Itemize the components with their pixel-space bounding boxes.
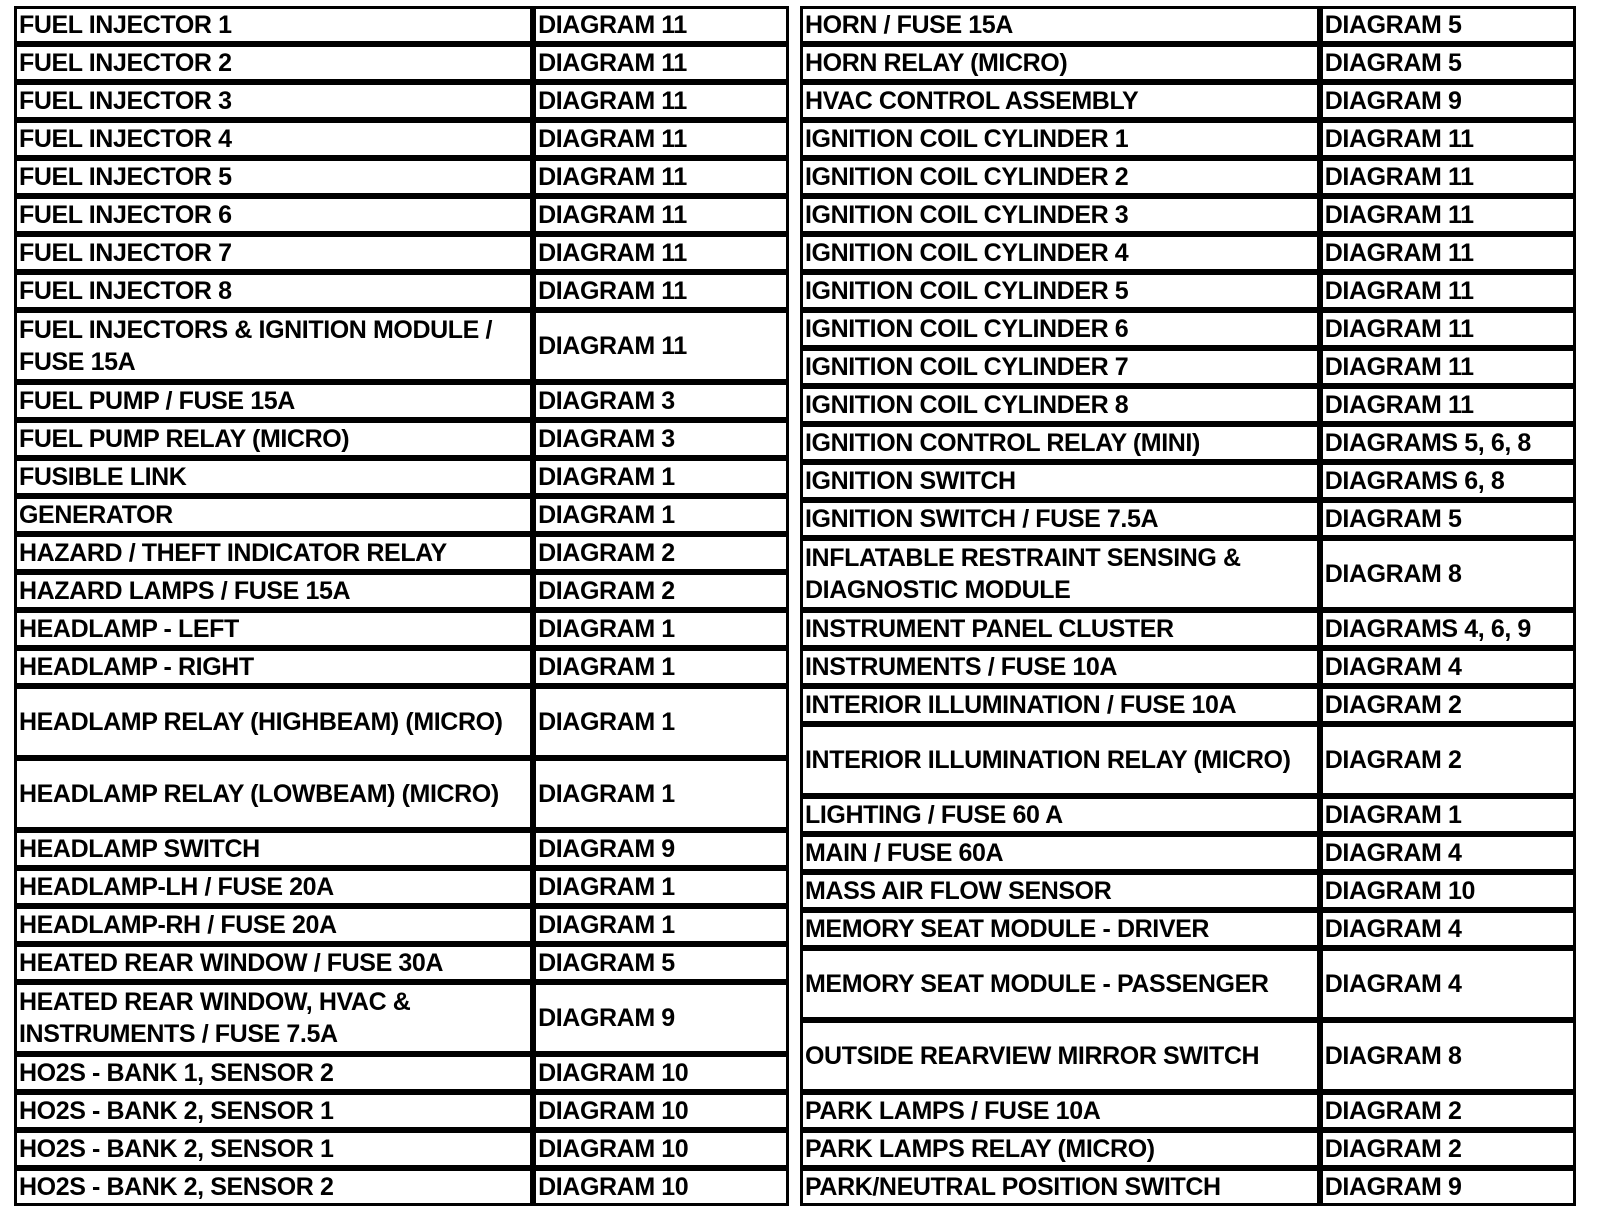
table-row: [800, 462, 1576, 500]
diagram-reference-cell: DIAGRAM 11: [533, 196, 789, 234]
component-name-cell: FUEL INJECTOR 1: [14, 6, 533, 44]
diagram-reference-cell: DIAGRAM 4: [1320, 648, 1576, 686]
diagram-reference-cell: DIAGRAM 2: [1320, 686, 1576, 724]
component-name-cell: GENERATOR: [14, 496, 533, 534]
component-name-cell: IGNITION COIL CYLINDER 8: [800, 386, 1320, 424]
component-name-cell: MEMORY SEAT MODULE - DRIVER: [800, 910, 1320, 948]
component-name-cell: HAZARD LAMPS / FUSE 15A: [14, 572, 533, 610]
diagram-reference-cell: DIAGRAM 8: [1320, 538, 1576, 610]
table-row: [800, 44, 1576, 82]
table-row: [800, 648, 1576, 686]
diagram-reference-cell: DIAGRAM 11: [1320, 386, 1576, 424]
table-row: [14, 120, 789, 158]
component-name-cell: LIGHTING / FUSE 60 A: [800, 796, 1320, 834]
component-name-cell: IGNITION COIL CYLINDER 4: [800, 234, 1320, 272]
component-name-cell: FUEL INJECTOR 5: [14, 158, 533, 196]
right-column: [800, 6, 1576, 1202]
diagram-reference-cell: DIAGRAM 11: [1320, 120, 1576, 158]
diagram-reference-cell: DIAGRAM 3: [533, 382, 789, 420]
table-row: [800, 538, 1576, 610]
table-row: [14, 830, 789, 868]
component-name-cell: HO2S - BANK 1, SENSOR 2: [14, 1054, 533, 1092]
component-name-cell: HEADLAMP RELAY (LOWBEAM) (MICRO): [14, 758, 533, 830]
table-row: [800, 1092, 1576, 1130]
table-row: [14, 868, 789, 906]
component-name-cell: HEADLAMP - LEFT: [14, 610, 533, 648]
table-row: [800, 158, 1576, 196]
component-name-cell: FUEL INJECTOR 4: [14, 120, 533, 158]
left-column: [14, 6, 789, 1202]
diagram-reference-cell: DIAGRAMS 4, 6, 9: [1320, 610, 1576, 648]
component-name-cell: INSTRUMENTS / FUSE 10A: [800, 648, 1320, 686]
table-row: [800, 796, 1576, 834]
diagram-reference-cell: DIAGRAM 10: [533, 1092, 789, 1130]
diagram-reference-cell: DIAGRAM 9: [1320, 82, 1576, 120]
component-name-cell: HEADLAMP RELAY (HIGHBEAM) (MICRO): [14, 686, 533, 758]
table-row: [14, 44, 789, 82]
table-row: [800, 424, 1576, 462]
diagram-reference-cell: DIAGRAMS 5, 6, 8: [1320, 424, 1576, 462]
diagram-reference-cell: DIAGRAM 11: [533, 158, 789, 196]
diagram-reference-cell: DIAGRAM 1: [1320, 796, 1576, 834]
diagram-reference-cell: DIAGRAM 4: [1320, 910, 1576, 948]
component-name-cell: IGNITION COIL CYLINDER 2: [800, 158, 1320, 196]
diagram-reference-cell: DIAGRAM 11: [1320, 158, 1576, 196]
component-name-cell: FUEL INJECTOR 7: [14, 234, 533, 272]
component-name-cell: HEATED REAR WINDOW / FUSE 30A: [14, 944, 533, 982]
component-name-cell: FUEL INJECTOR 6: [14, 196, 533, 234]
diagram-reference-cell: DIAGRAM 2: [533, 572, 789, 610]
diagram-reference-cell: DIAGRAM 10: [533, 1054, 789, 1092]
component-name-cell: HORN / FUSE 15A: [800, 6, 1320, 44]
table-row: [14, 420, 789, 458]
component-name-cell: INFLATABLE RESTRAINT SENSING & DIAGNOSTIC MODULE: [800, 538, 1320, 610]
diagram-reference-cell: DIAGRAM 11: [533, 272, 789, 310]
table-row: [14, 310, 789, 382]
table-row: [14, 534, 789, 572]
diagram-reference-cell: DIAGRAM 9: [533, 830, 789, 868]
component-name-cell: IGNITION COIL CYLINDER 7: [800, 348, 1320, 386]
table-row: [14, 458, 789, 496]
diagram-reference-cell: DIAGRAM 2: [1320, 724, 1576, 796]
diagram-reference-cell: DIAGRAM 1: [533, 906, 789, 944]
table-row: [14, 158, 789, 196]
table-row: [800, 686, 1576, 724]
diagram-reference-cell: DIAGRAM 11: [533, 44, 789, 82]
table-row: [14, 944, 789, 982]
component-name-cell: HEADLAMP - RIGHT: [14, 648, 533, 686]
diagram-reference-cell: DIAGRAM 11: [533, 6, 789, 44]
diagram-reference-cell: DIAGRAM 11: [533, 82, 789, 120]
component-name-cell: HO2S - BANK 2, SENSOR 1: [14, 1130, 533, 1168]
component-name-cell: HO2S - BANK 2, SENSOR 2: [14, 1168, 533, 1206]
table-row: [800, 910, 1576, 948]
table-row: [14, 1130, 789, 1168]
component-name-cell: HO2S - BANK 2, SENSOR 1: [14, 1092, 533, 1130]
component-name-cell: HEADLAMP-LH / FUSE 20A: [14, 868, 533, 906]
component-name-cell: INTERIOR ILLUMINATION RELAY (MICRO): [800, 724, 1320, 796]
component-name-cell: FUEL INJECTOR 3: [14, 82, 533, 120]
diagram-reference-cell: DIAGRAM 11: [1320, 234, 1576, 272]
table-row: [14, 610, 789, 648]
table-row: [800, 1130, 1576, 1168]
right-component-table: [800, 6, 1576, 1206]
component-name-cell: HVAC CONTROL ASSEMBLY: [800, 82, 1320, 120]
table-row: [800, 834, 1576, 872]
diagram-reference-cell: DIAGRAM 5: [533, 944, 789, 982]
component-name-cell: IGNITION COIL CYLINDER 1: [800, 120, 1320, 158]
left-component-table: [14, 6, 789, 1206]
component-name-cell: MASS AIR FLOW SENSOR: [800, 872, 1320, 910]
component-name-cell: FUSIBLE LINK: [14, 458, 533, 496]
table-row: [14, 82, 789, 120]
diagram-reference-cell: DIAGRAM 5: [1320, 44, 1576, 82]
diagram-reference-cell: DIAGRAM 2: [533, 534, 789, 572]
table-row: [14, 572, 789, 610]
table-row: [800, 272, 1576, 310]
diagram-reference-cell: DIAGRAM 1: [533, 496, 789, 534]
table-row: [14, 758, 789, 830]
diagram-reference-cell: DIAGRAM 11: [533, 120, 789, 158]
table-row: [800, 348, 1576, 386]
component-name-cell: MAIN / FUSE 60A: [800, 834, 1320, 872]
component-name-cell: HEATED REAR WINDOW, HVAC & INSTRUMENTS / FUSE 7.5A: [14, 982, 533, 1054]
component-name-cell: FUEL PUMP RELAY (MICRO): [14, 420, 533, 458]
diagram-reference-cell: DIAGRAM 1: [533, 458, 789, 496]
diagram-reference-cell: DIAGRAM 1: [533, 686, 789, 758]
component-name-cell: IGNITION COIL CYLINDER 3: [800, 196, 1320, 234]
component-name-cell: PARK LAMPS / FUSE 10A: [800, 1092, 1320, 1130]
diagram-reference-cell: DIAGRAM 11: [1320, 272, 1576, 310]
component-name-cell: HEADLAMP-RH / FUSE 20A: [14, 906, 533, 944]
diagram-reference-cell: DIAGRAM 1: [533, 868, 789, 906]
diagram-reference-cell: DIAGRAMS 6, 8: [1320, 462, 1576, 500]
table-row: [14, 6, 789, 44]
diagram-reference-cell: DIAGRAM 5: [1320, 6, 1576, 44]
diagram-reference-cell: DIAGRAM 8: [1320, 1020, 1576, 1092]
table-row: [14, 906, 789, 944]
diagram-reference-cell: DIAGRAM 11: [533, 234, 789, 272]
table-row: [800, 196, 1576, 234]
table-row: [14, 1054, 789, 1092]
diagram-reference-cell: DIAGRAM 5: [1320, 500, 1576, 538]
table-row: [14, 982, 789, 1054]
component-name-cell: INTERIOR ILLUMINATION / FUSE 10A: [800, 686, 1320, 724]
table-row: [800, 386, 1576, 424]
table-row: [800, 82, 1576, 120]
table-row: [14, 234, 789, 272]
component-name-cell: FUEL INJECTOR 8: [14, 272, 533, 310]
diagram-reference-cell: DIAGRAM 3: [533, 420, 789, 458]
table-row: [14, 1092, 789, 1130]
component-name-cell: IGNITION COIL CYLINDER 6: [800, 310, 1320, 348]
table-row: [800, 1168, 1576, 1206]
table-row: [14, 382, 789, 420]
table-row: [800, 500, 1576, 538]
component-name-cell: FUEL INJECTOR 2: [14, 44, 533, 82]
diagram-reference-cell: DIAGRAM 1: [533, 648, 789, 686]
table-row: [800, 6, 1576, 44]
table-row: [800, 234, 1576, 272]
diagram-reference-cell: DIAGRAM 11: [533, 310, 789, 382]
component-name-cell: IGNITION COIL CYLINDER 5: [800, 272, 1320, 310]
diagram-reference-cell: DIAGRAM 10: [533, 1168, 789, 1206]
diagram-reference-cell: DIAGRAM 1: [533, 610, 789, 648]
table-row: [800, 872, 1576, 910]
diagram-reference-cell: DIAGRAM 4: [1320, 948, 1576, 1020]
component-index-sheet: [4, 6, 1592, 1202]
diagram-reference-cell: DIAGRAM 11: [1320, 348, 1576, 386]
table-row: [14, 648, 789, 686]
diagram-reference-cell: DIAGRAM 4: [1320, 834, 1576, 872]
diagram-reference-cell: DIAGRAM 2: [1320, 1130, 1576, 1168]
table-row: [14, 496, 789, 534]
diagram-reference-cell: DIAGRAM 2: [1320, 1092, 1576, 1130]
table-row: [800, 724, 1576, 796]
component-name-cell: OUTSIDE REARVIEW MIRROR SWITCH: [800, 1020, 1320, 1092]
table-row: [14, 196, 789, 234]
diagram-reference-cell: DIAGRAM 10: [533, 1130, 789, 1168]
component-name-cell: IGNITION CONTROL RELAY (MINI): [800, 424, 1320, 462]
component-name-cell: FUEL INJECTORS & IGNITION MODULE / FUSE 15A: [14, 310, 533, 382]
diagram-reference-cell: DIAGRAM 10: [1320, 872, 1576, 910]
component-name-cell: IGNITION SWITCH: [800, 462, 1320, 500]
table-row: [14, 1168, 789, 1206]
table-row: [14, 272, 789, 310]
diagram-reference-cell: DIAGRAM 11: [1320, 310, 1576, 348]
table-row: [800, 948, 1576, 1020]
table-row: [800, 120, 1576, 158]
table-row: [800, 610, 1576, 648]
component-name-cell: HORN RELAY (MICRO): [800, 44, 1320, 82]
table-row: [14, 686, 789, 758]
table-row: [800, 310, 1576, 348]
diagram-reference-cell: DIAGRAM 1: [533, 758, 789, 830]
component-name-cell: MEMORY SEAT MODULE - PASSENGER: [800, 948, 1320, 1020]
table-row: [800, 1020, 1576, 1092]
component-name-cell: PARK LAMPS RELAY (MICRO): [800, 1130, 1320, 1168]
component-name-cell: PARK/NEUTRAL POSITION SWITCH: [800, 1168, 1320, 1206]
diagram-reference-cell: DIAGRAM 11: [1320, 196, 1576, 234]
component-name-cell: HAZARD / THEFT INDICATOR RELAY: [14, 534, 533, 572]
component-name-cell: HEADLAMP SWITCH: [14, 830, 533, 868]
component-name-cell: IGNITION SWITCH / FUSE 7.5A: [800, 500, 1320, 538]
diagram-reference-cell: DIAGRAM 9: [1320, 1168, 1576, 1206]
diagram-reference-cell: DIAGRAM 9: [533, 982, 789, 1054]
component-name-cell: INSTRUMENT PANEL CLUSTER: [800, 610, 1320, 648]
component-name-cell: FUEL PUMP / FUSE 15A: [14, 382, 533, 420]
